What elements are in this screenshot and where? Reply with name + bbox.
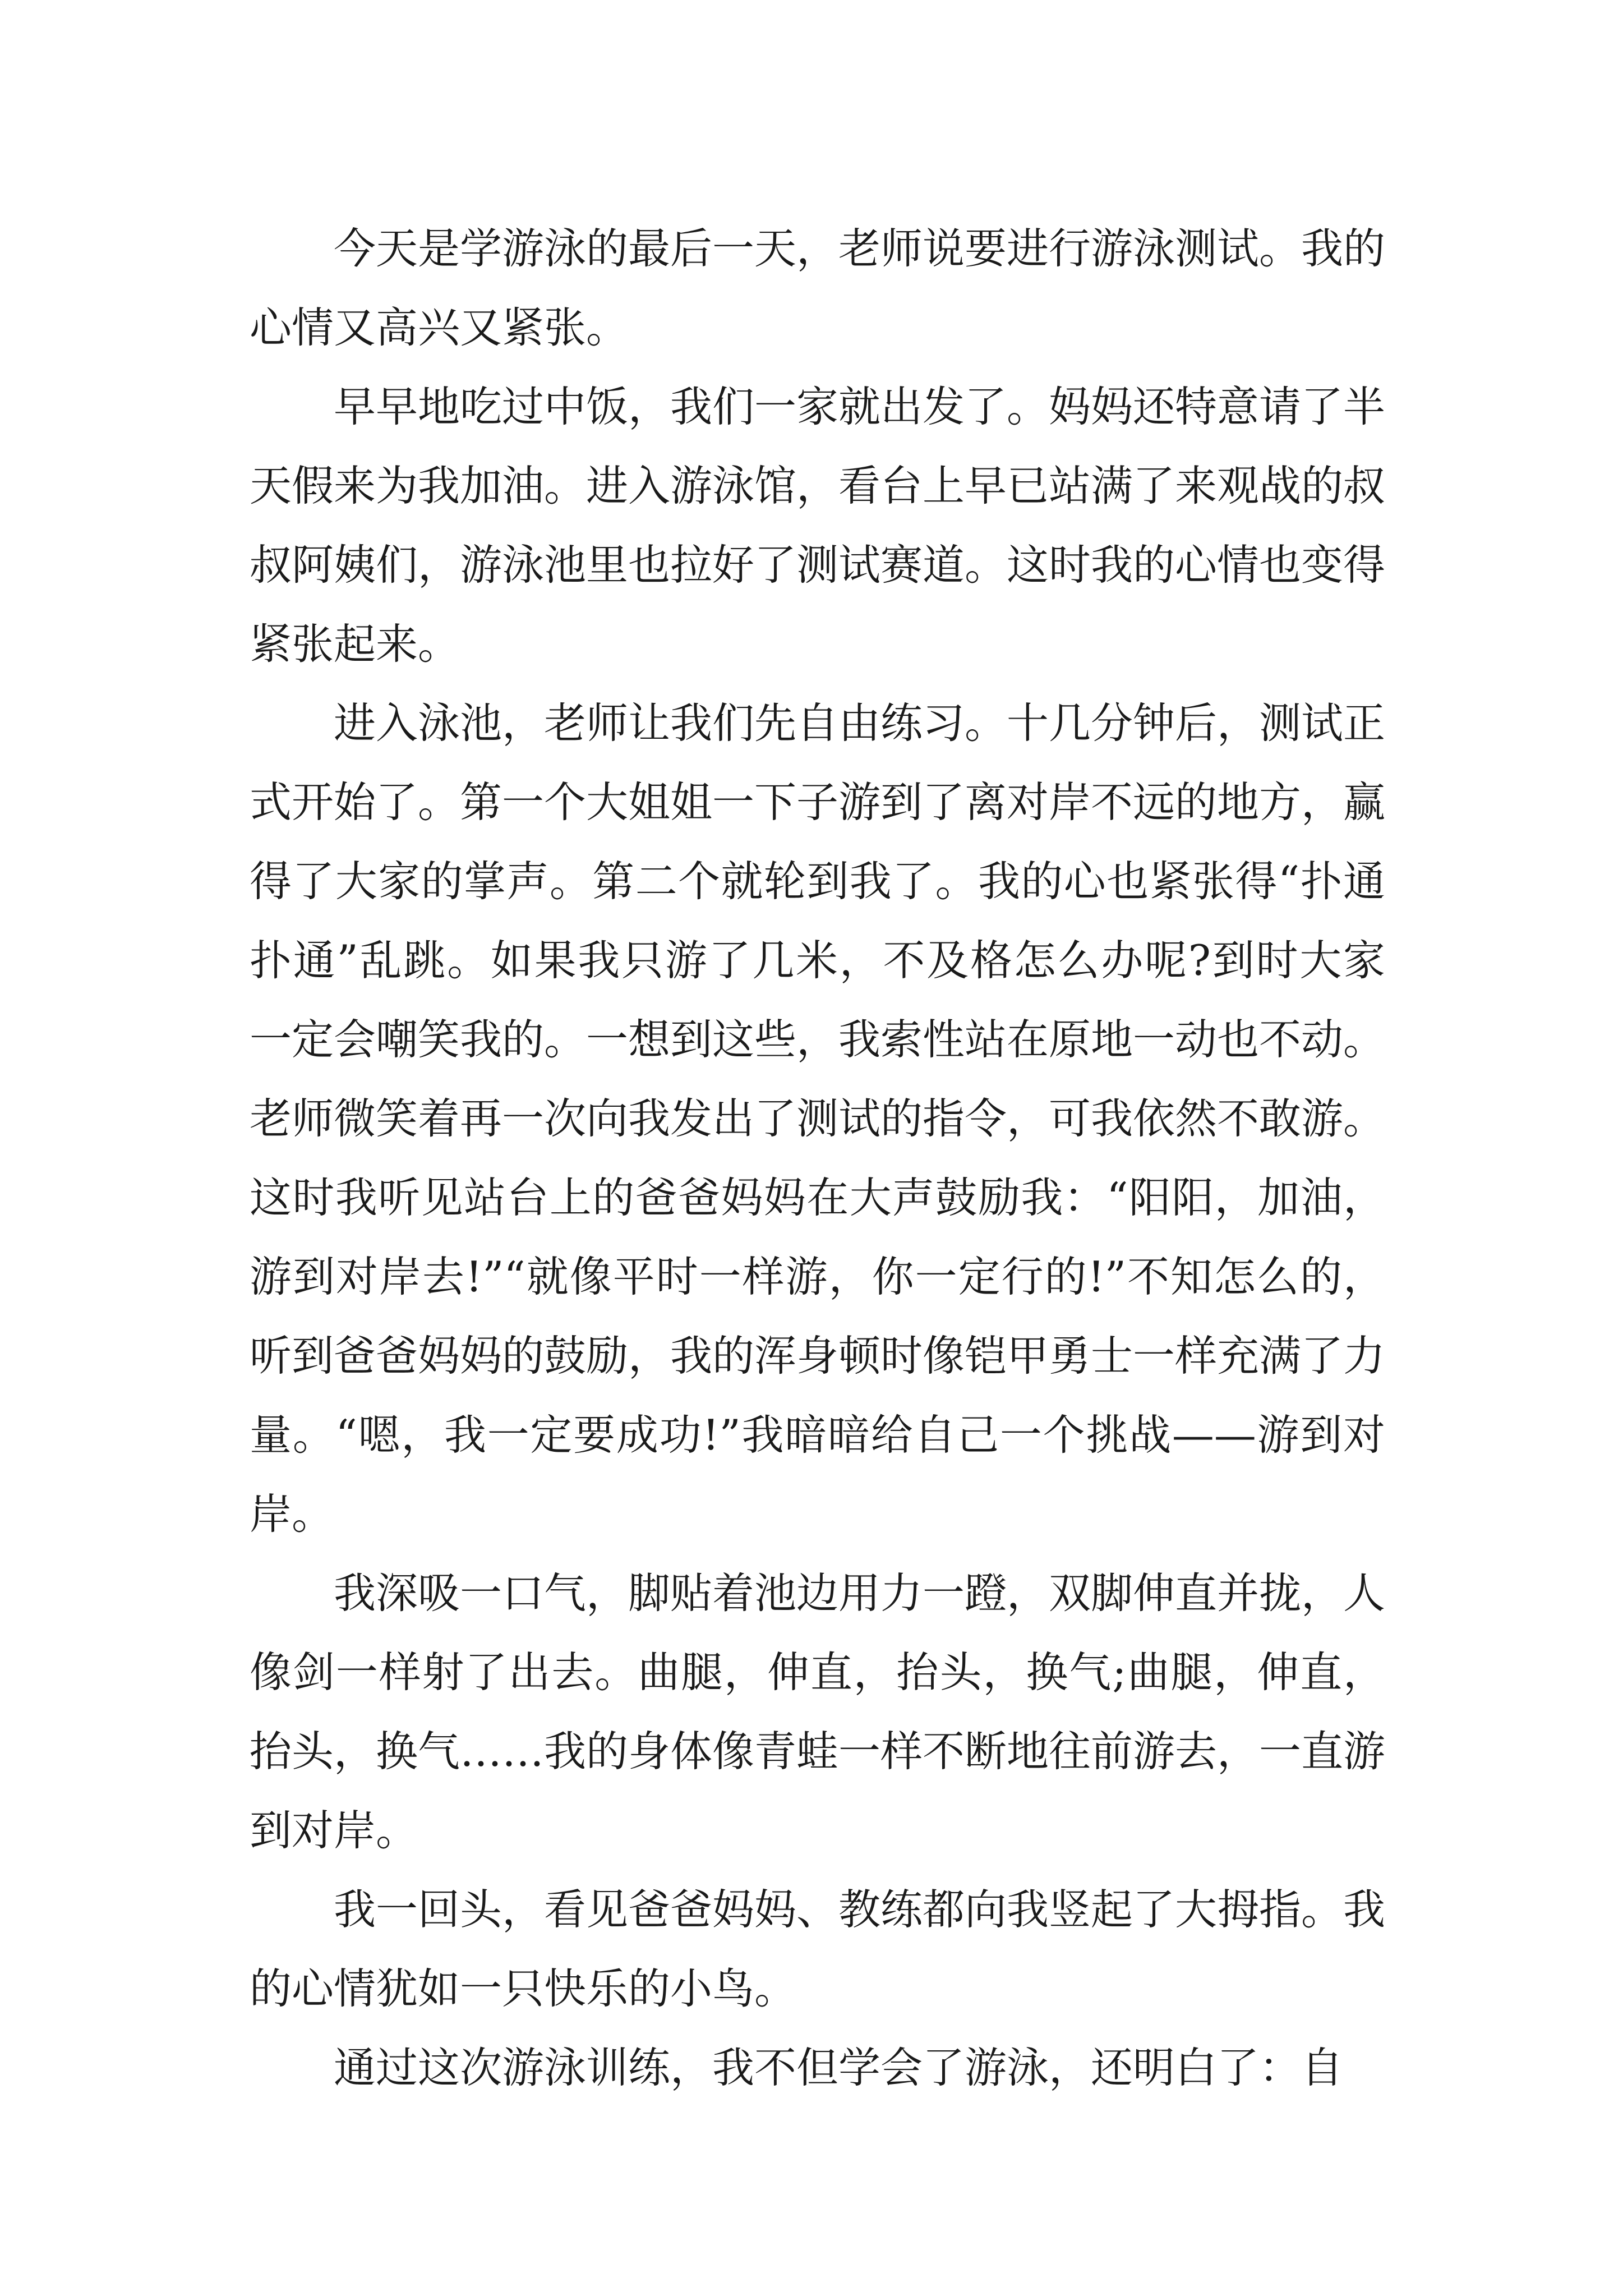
paragraph-6: 通过这次游泳训练，我不但学会了游泳，还明白了：自 — [334, 2043, 1344, 2092]
essay-body — [250, 209, 1385, 2108]
paragraph-4: 我深吸一口气，脚贴着池边用力一蹬，双脚伸直并拢，人像剑一样射了出去。曲腿，伸直，抬头，换气;曲腿，伸直，抬头，换气……我的身体像青蛙一样不断地往前游去，一直游到对岸。 — [250, 1568, 1386, 1855]
paragraph-5: 我一回头，看见爸爸妈妈、教练都向我竖起了大拇指。我的心情犹如一只快乐的小鸟。 — [250, 1885, 1386, 2013]
paragraph-1: 今天是学游泳的最后一天，老师说要进行游泳测试。我的心情又高兴又紧张。 — [250, 224, 1386, 352]
paragraph-2: 早早地吃过中饭，我们一家就出发了。妈妈还特意请了半天假来为我加油。进入游泳馆，看台上早已站满了来观战的叔叔阿姨们，游泳池里也拉好了测试赛道。这时我的心情也变得紧张起来。 — [250, 382, 1386, 669]
paragraph-3: 进入泳池，老师让我们先自由练习。十几分钟后，测试正式开始了。第一个大姐姐一下子游到了离对岸不远的地方，赢得了大家的掌声。第二个就轮到我了。我的心也紧张得“扑通扑通”乱跳。如果我只游了几米，不及格怎么办呢?到时大家一定会嘲笑我的。一想到这些，我索性站在原地一动也不动。老师微笑着再一次向我发出了测试的指令，可我依然不敢游。这时我听见站台上的爸爸妈妈在大声鼓励我：“阳阳，加油，游到对岸去!”“就像平时一样游，你一定行的!”不知怎么的，听到爸爸妈妈的鼓励，我的浑身顿时像铠甲勇士一样充满了力量。“嗯，我一定要成功!”我暗暗给自己一个挑战——游到对岸。 — [250, 698, 1386, 1539]
